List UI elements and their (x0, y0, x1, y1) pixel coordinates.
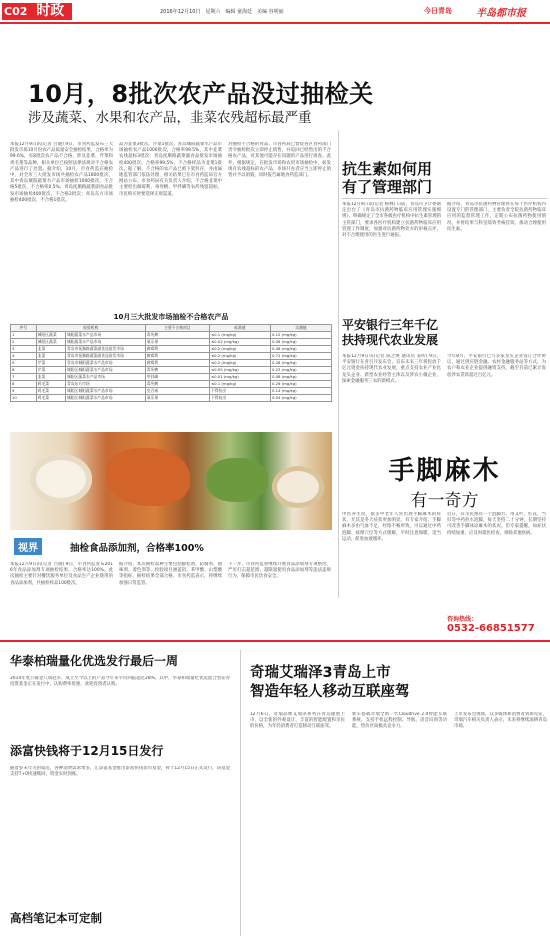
fund-body-1: 2014年度公募金八项冠军、成立至今以上的产品今年来平均回报超过28%。其中，华泰柏瑞量化优选混合型证券投资基金正在发行中，认购费率优惠，欢迎投资者认购。 (10, 676, 230, 688)
cell-item: 毒死蜱 (145, 332, 209, 339)
cell-index: 6 (11, 367, 37, 374)
th-item: 主要不合格项目 (145, 325, 209, 332)
cell-index: 3 (11, 346, 37, 353)
cell-product: 鸡毛菜 (36, 381, 65, 388)
craft-col-1: 中医养生说，很多中老年人常出现手脚麻木的症状，尤其是冬天症状更加明显。有专家介绍，手脚麻木多由气血不足、经络不畅所致，可以通过中药泡脚、按摩穴位等方式缓解，平时注意保暖，适当运动，促进血液循环。 (342, 512, 441, 542)
hotline-label: 咨询热线： (447, 616, 478, 623)
table-header-row (11, 325, 332, 332)
cell-measured: 0.12 (mg/kg) (270, 332, 331, 339)
th-measured: 实测值 (270, 325, 331, 332)
photo-col-2: 据介绍，本次抽检品种主要包括膨松剂、防腐剂、甜味剂、着色剂等，检验项目涵盖铝、苯甲酸、山梨酸等指标，抽检结果全部合格。市食药监表示，将继续加强日常监管。 (119, 562, 222, 586)
table-row (11, 339, 332, 346)
section-tab[interactable] (2, 3, 72, 20)
cell-item: 腐霉利 (145, 346, 209, 353)
fund-body-2: 随着岁末年关的临近，各种消费需求增多，汇添富基金推出添富快钱货币基金，将于12月15日正式发行，该基金支持T+0快速赎回，资金实时到账。 (10, 766, 230, 778)
th-standard: 标准值 (209, 325, 270, 332)
brand-small: 今日青岛 (424, 7, 452, 15)
cell-agency: 城阳区城阳蔬菜水产品市场 (65, 367, 145, 374)
cell-agency: 城阳蔬菜水产品市场 (65, 332, 145, 339)
table-row (11, 374, 332, 381)
cell-measured: 0.23 (mg/kg) (270, 367, 331, 374)
cell-agency: 青岛市抚顺路蔬菜副食品批发市场 (65, 353, 145, 360)
table-row (11, 367, 332, 374)
cell-agency: 城阳区城阳蔬菜水产品市场 (65, 395, 145, 402)
cell-index: 9 (11, 388, 37, 395)
craft-hotline (447, 614, 547, 634)
photo-tag: 视界 (14, 538, 42, 555)
cell-item: 氧乐果 (145, 339, 209, 346)
photo-caption: 抽检食品添加剂，合格率100% (70, 543, 204, 554)
cell-index: 8 (11, 381, 37, 388)
inspection-table (10, 312, 332, 422)
photo-col-1: 本报12月9日讯(记者 吕晓) 9日，市食药监发布2016年食品添加剂专项抽检结果，合格率达100%。此次抽检主要针对餐饮服务单位及食品生产企业使用的食品添加剂，共抽检样品100批次。 (10, 562, 113, 586)
cell-item: 腐霉利 (145, 353, 209, 360)
cell-measured: 0.06 (mg/kg) (270, 339, 331, 346)
cell-index: 2 (11, 339, 37, 346)
cell-product: 鸡毛菜 (36, 395, 65, 402)
cell-agency: 青岛东方市场 (65, 381, 145, 388)
cell-agency: 城阳蔬菜水产品市场 (65, 339, 145, 346)
fund-title-1: 华泰柏瑞量化优选发行最后一周 (10, 654, 179, 668)
hotline-number: 0532-66851577 (447, 623, 535, 634)
bank-col-2: 今年8月，平安银行已与多家龙头企业签订合作协议，通过供应链金融、农村金融服务站等方式，为农户和农业企业提供融资支持，截至目前已累计发放涉农贷款超过百亿元。 (447, 354, 546, 378)
car-title: 奇瑞艾瑞泽3青岛上市 智造年轻人移动互联座驾 (250, 665, 410, 700)
cell-product: 韭菜 (36, 353, 65, 360)
cell-item: 克百威 (145, 388, 209, 395)
lead-col-1: 本报12月9日讯(记者 吕晓) 9日，市食药监发布三大批发市场10月份农产品质量安全抽检结果，合格率为99.6%，有8批次农产品不合格，涉及韭菜、芹菜和鸡毛菜等品种，相关单位已按照法律法规对不合格农产品进行了处置。据介绍，10月，市食药监在抽检中，对全市三大批发市场共抽检农产品1800批次，其中青岛城阳蔬菜水产品市场抽检1000批次，不合格5批次，不合格率0.5%；青岛抚顺路蔬菜副食品批发市场抽检400批次，不合格2批次；青岛东方市场抽检400批次，不合格1批次。 (10, 142, 113, 203)
date-line: 2016年12月10日 星期六 编辑 童海廷 美编 谷明丽 (160, 9, 284, 15)
cell-item: 甲拌磷 (145, 374, 209, 381)
cell-standard: ≤0.02 (mg/kg) (209, 339, 270, 346)
car-body-2: 新车搭载奇瑞全新一代Cloudrive 2.0智能互联系统，支持手机远程控制、导航、语音识别等功能，售价区间极具竞争力。 (352, 712, 447, 730)
table-title: 10月三大批发市场抽检不合格农产品 (113, 313, 229, 321)
cell-measured: 0.04 (mg/kg) (270, 395, 331, 402)
photo-shrimp (106, 448, 190, 506)
cell-measured: 0.48 (mg/kg) (270, 346, 331, 353)
cell-product: 鸡毛菜 (36, 388, 65, 395)
table-row (11, 360, 332, 367)
bottom-divider (240, 650, 241, 936)
photo-bowl (272, 466, 324, 508)
cell-item: 毒死蜱 (145, 381, 209, 388)
cell-measured: 0.08 (mg/kg) (270, 374, 331, 381)
cell-standard: ≤0.2 (mg/kg) (209, 360, 270, 367)
th-agency: 检验机构 (36, 325, 145, 332)
laptop-title: 高档笔记本可定制 (10, 911, 102, 925)
section-name: 时政 (36, 3, 65, 19)
th-index: 序号 (11, 325, 37, 332)
table-row (11, 353, 332, 360)
lead-title: 10月，8批次农产品没过抽检关 (28, 80, 374, 108)
cell-agency: 青岛市抚顺路蔬菜副食品批发市场 (65, 346, 145, 353)
cell-standard: ≤0.1 (mg/kg) (209, 381, 270, 388)
food-photo (10, 432, 332, 530)
cell-agency: 城阳区蔬菜水产品市场 (65, 374, 145, 381)
cell-measured: 0.71 (mg/kg) (270, 353, 331, 360)
lead-subtitle: 涉及蔬菜、水果和农产品，韭菜农残超标最严重 (28, 110, 312, 126)
masthead-rule (0, 22, 550, 24)
cell-product: 韭菜 (36, 346, 65, 353)
lead-col-3: 对抽检不合格的食品，市食药局已督促各区食药部门责令抽检批次立即停止销售，并追回已经售出的不合格农产品，对其他可能存在问题的产品进行排查。此外，根据规定，在批发市场和农贸市场抽检中，如发现有农残超标的农产品，市场开办者应当立即停止销售并予以销毁，同时报告属地食药监部门。 (228, 142, 331, 179)
sidebar-title-rule (342, 198, 547, 199)
brand-logo: 半岛都市报 (476, 8, 526, 19)
table-row (11, 346, 332, 353)
photo-greens (206, 458, 268, 502)
lead-col-2: 品为韭菜3批次、芹菜1批次，青岛城阳蔬菜水产品市场抽检农产品1000批次，合格率99.5%，其中韭菜农残超标3批次；青岛抚顺路蔬菜副食品批发市场抽检400批次，合格率99.5%，不合格样品为韭菜1批次。据了解，不合格的农产品已被下架封存，并由属地监管部门依法处理，相关结果已在市食药监局官方网站公布。市食药局有关负责人介绍，不合格韭菜中主要检出腐霉利、毒死蜱、甲拌磷等农药残留超标，市民购买时要选择正规渠道。 (119, 142, 222, 197)
cell-product: 韭菜 (36, 374, 65, 381)
cell-agency: 城阳区城阳蔬菜水产品市场 (65, 388, 145, 395)
cell-standard: ≤0.01 (mg/kg) (209, 374, 270, 381)
table-row (11, 395, 332, 402)
table-row (11, 381, 332, 388)
bank-title: 平安银行三年千亿 扶持现代农业发展 (342, 318, 439, 347)
bank-col-1: 本报12月9日讯(记者 陈之焕 通讯员 姜昕) 9日，平安银行在青召开发布会，宣布未来三年将投放千亿元资金扶持现代农业发展，重点支持农业产业化龙头企业、新型农业经营主体以及涉农小微企业，探索金融服务三农的新模式。 (342, 354, 441, 384)
cell-measured: 0.26 (mg/kg) (270, 381, 331, 388)
sidebar-title: 抗生素如何用 有了管理部门 (342, 160, 433, 196)
cell-product: 城阳区蔬菜 (36, 339, 65, 346)
page-number: C02 (4, 5, 28, 18)
cell-product: 芹菜 (36, 367, 65, 374)
cell-standard: 不得检出 (209, 388, 270, 395)
masthead (0, 0, 550, 22)
table-row (11, 332, 332, 339)
car-body-3: 上市发布会现场，众多媒体和消费者到场见证，奇瑞汽车相关负责人表示，未来将继续深耕青岛市场。 (454, 712, 547, 730)
sidebar-col-1: 本报12月9日讯(记者 杨林) 日前，青岛市卫计委制定出台了《青岛市抗菌药物临床应用管理实施细则》，明确规定了全市各级医疗机构中抗生素管理的主管部门，要求各医疗机构建立抗菌药物临床应用管理工作制度，加强对抗菌药物处方的审核点评，对不合理使用的医生进行通报。 (342, 202, 441, 239)
section-divider (0, 640, 550, 642)
cell-index: 10 (11, 395, 37, 402)
cell-index: 5 (11, 360, 37, 367)
cell-index: 4 (11, 353, 37, 360)
cell-agency: 青岛市城阳蔬菜水产品市场 (65, 360, 145, 367)
cell-standard: ≤0.2 (mg/kg) (209, 353, 270, 360)
cell-item: 氧乐果 (145, 395, 209, 402)
column-divider (338, 130, 339, 598)
craft-subtitle: 有一奇方 (410, 491, 479, 511)
photo-plate-1 (30, 454, 92, 504)
cell-standard: 不得检出 (209, 395, 270, 402)
cell-measured: 0.14 (mg/kg) (270, 388, 331, 395)
craft-title: 手脚麻木 (388, 456, 501, 486)
cell-item: 毒死蜱 (145, 367, 209, 374)
photo-col-3: 下一步，市食药监将继续开展食品添加剂专项整治，严厉打击超范围、超限量使用食品添加剂等违法违规行为，保障市民饮食安全。 (228, 562, 331, 580)
craft-col-2: 近日，有市民推荐一个泡脚方，用艾叶、红花、当归等中药煎水泡脚，每天坚持二十分钟，长期坚持可改善手脚冰凉麻木的状况。但专家提醒，如症状持续加重，应及时就医检查，排除其他疾病。 (447, 512, 546, 536)
cell-measured: 0.28 (mg/kg) (270, 360, 331, 367)
cell-standard: ≤0.05 (mg/kg) (209, 367, 270, 374)
sidebar-col-2: 据介绍，青岛市抗菌药物管理将在每个医疗机构内设置专门的管理部门，主要负责全院抗菌药物临床应用的监督管理工作，定期公布抗菌药物使用情况，并将结果与科室绩效考核挂钩，推动合理使用抗生素。 (447, 202, 546, 232)
car-body-1: 12月6日，奇瑞品牌艾瑞泽系列在青岛隆重上市，以全新的外观设计、丰富的智能配置和亲民的价格，为年轻消费者打造移动互联座驾。 (250, 712, 345, 730)
cell-index: 7 (11, 374, 37, 381)
cell-product: 芹菜 (36, 360, 65, 367)
table-row (11, 388, 332, 395)
cell-index: 1 (11, 332, 37, 339)
fund-title-2: 添富快钱将于12月15日发行 (10, 744, 164, 758)
table-grid (10, 324, 332, 402)
cell-standard: ≤0.2 (mg/kg) (209, 346, 270, 353)
cell-item: 腐霉利 (145, 360, 209, 367)
cell-product: 城阳区蔬菜 (36, 332, 65, 339)
cell-standard: ≤0.1 (mg/kg) (209, 332, 270, 339)
